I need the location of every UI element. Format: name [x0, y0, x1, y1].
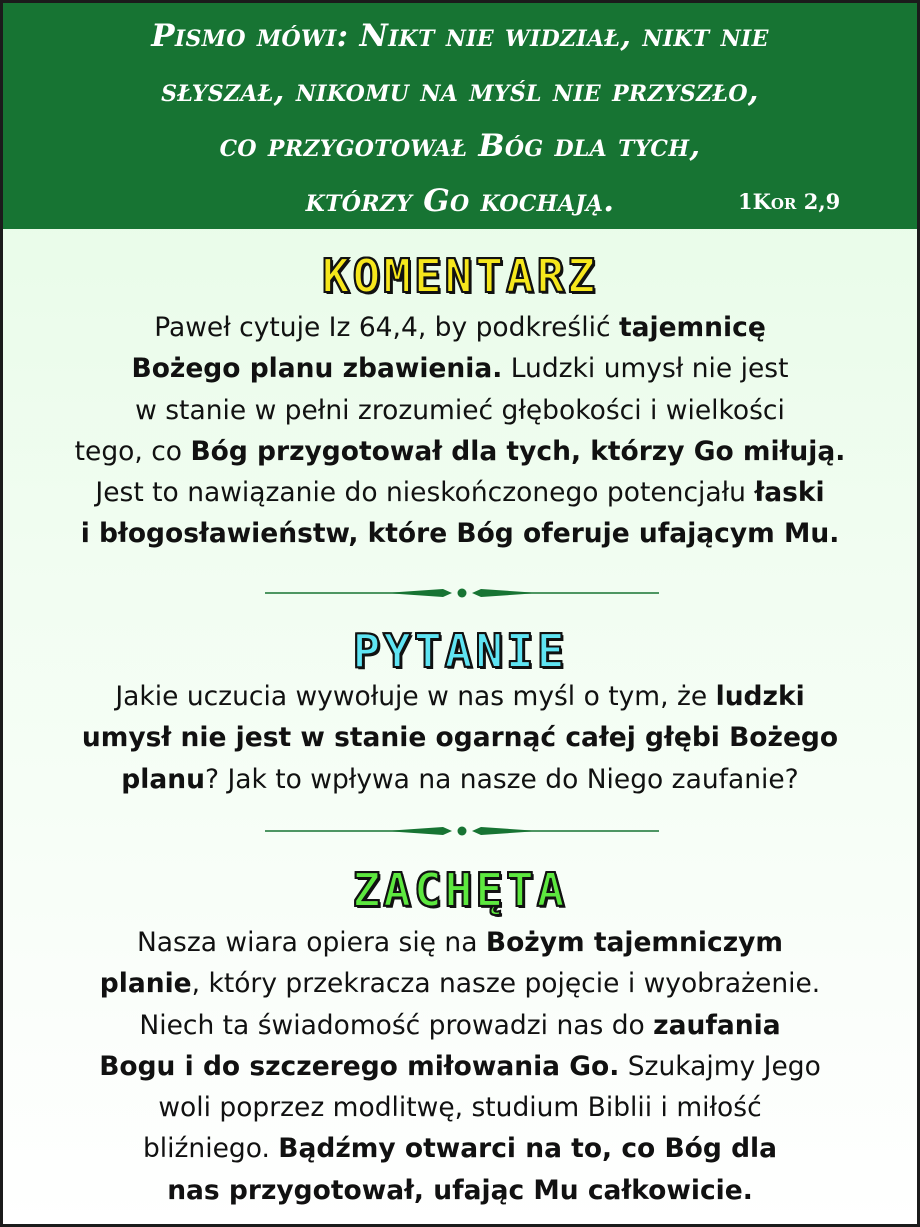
text-line [3, 676, 917, 717]
emphasized-text: Bożym tajemniczym [485, 927, 784, 958]
text-run: Niech ta świadomość prowadzi nas do [139, 1009, 654, 1041]
zacheta-text [3, 922, 917, 1211]
text-run: bliźniego. [142, 1133, 279, 1165]
verse-line: słyszał, nikomu na myśl nie przyszło, [161, 73, 759, 109]
text-run: woli poprzez modlitwę, studium Biblii i miłość [158, 1092, 762, 1124]
text-run: Szukajmy Jego [619, 1050, 821, 1082]
emphasized-text: i błogosławieństw, które Bóg oferuje ufającym Mu. [80, 518, 840, 550]
text-line [3, 1087, 917, 1128]
emphasized-text: umysł nie jest w stanie ogarnąć całej głębi Bożego [81, 722, 839, 754]
emphasized-text: łaski [754, 477, 825, 509]
text-line [3, 513, 917, 554]
emphasized-text: ludzki [715, 681, 805, 712]
text-run: Jest to nawiązanie do nieskończonego potencjału [95, 477, 755, 509]
ornament-divider [265, 586, 659, 600]
komentarz-title: KOMENTARZ [321, 249, 599, 303]
komentarz-text [3, 307, 917, 555]
emphasized-text: planie [99, 968, 192, 1000]
verse-line: co przygotował Bóg dla tych, [219, 128, 701, 164]
verse-line: Pismo mówi: Nikt nie widział, nikt nie [151, 18, 769, 54]
emphasized-text: tajemnicę [618, 312, 766, 343]
emphasized-text: zaufania [653, 1009, 781, 1041]
text-line [3, 922, 917, 963]
text-line [3, 348, 917, 389]
text-line [3, 1005, 917, 1046]
pytanie-text [3, 676, 917, 800]
text-line [3, 759, 917, 800]
scripture-reference: 1Kor 2,9 [738, 189, 841, 214]
emphasized-text: planu [121, 763, 205, 795]
scripture-header [3, 3, 917, 229]
text-line [3, 963, 917, 1004]
zacheta-title: ZACHĘTA [352, 863, 568, 917]
text-line [3, 1170, 917, 1211]
emphasized-text: nas przygotował, ufając Mu całkowicie. [167, 1174, 753, 1206]
emphasized-text: Bądźmy otwarci na to, co Bóg dla [278, 1133, 778, 1165]
text-run: ? Jak to wpływa na nasze do Niego zaufanie? [204, 763, 799, 795]
ornament-divider [265, 824, 659, 838]
text-run: Ludzki umysł nie jest [502, 353, 789, 385]
text-line [3, 1128, 917, 1169]
pytanie-title: PYTANIE [352, 624, 568, 678]
text-run: tego, co [74, 435, 191, 467]
text-line [3, 390, 917, 431]
text-line [3, 1046, 917, 1087]
verse-line: którzy Go kochają. [305, 183, 615, 219]
text-line [3, 307, 917, 348]
emphasized-text: Bożego planu zbawienia. [131, 353, 503, 385]
text-line [3, 472, 917, 513]
text-run: Jakie uczucia wywołuje w nas myśl o tym, że [115, 681, 716, 712]
text-line [3, 717, 917, 758]
text-run: w stanie w pełni zrozumieć głębokości i wielkości [135, 394, 785, 426]
text-run: , który przekracza nasze pojęcie i wyobrażenie. [191, 968, 821, 1000]
emphasized-text: Bóg przygotował dla tych, którzy Go miłują. [190, 435, 846, 467]
text-run: Nasza wiara opiera się na [136, 927, 486, 958]
text-line [3, 431, 917, 472]
emphasized-text: Bogu i do szczerego miłowania Go. [99, 1050, 620, 1082]
text-run: Paweł cytuje Iz 64,4, by podkreślić [154, 312, 619, 343]
